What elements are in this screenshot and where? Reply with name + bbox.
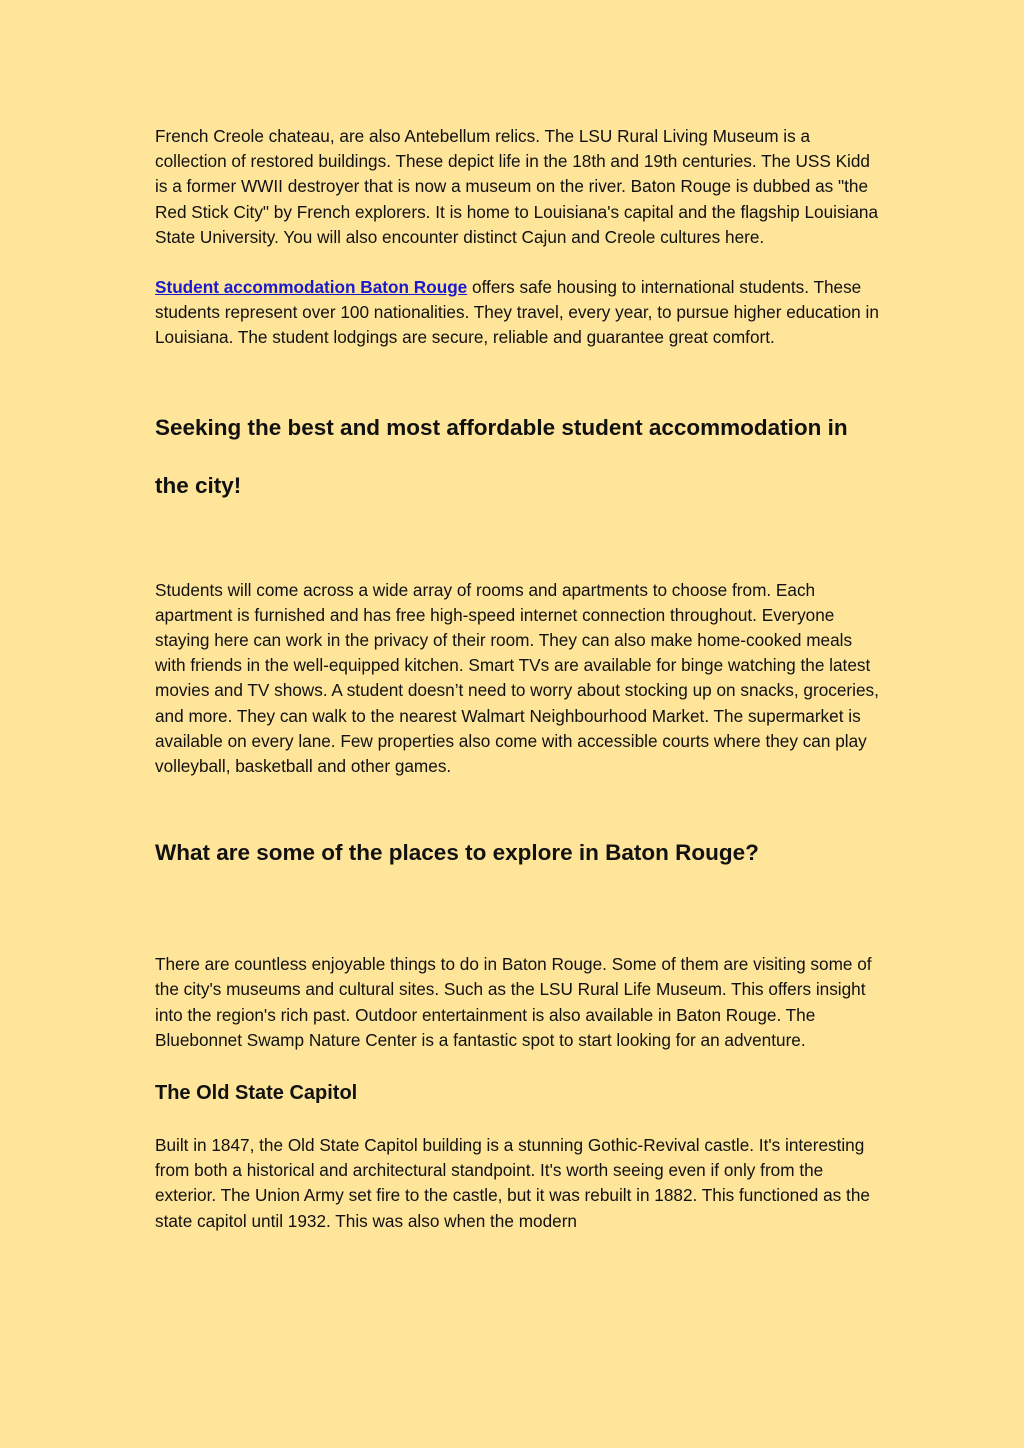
accommodation-paragraph-text: offers safe housing to international students. These students represent over 100 nationalities. They travel, every year, to pursue higher education in Louisiana. The student lodgings are secure, reliable and guarantee great comfort. xyxy=(155,277,879,348)
subheading-old-state-capitol: The Old State Capitol xyxy=(155,1082,358,1105)
accommodation-paragraph xyxy=(155,275,880,351)
places-paragraph: There are countless enjoyable things to do in Baton Rouge. Some of them are visiting some of the city's museums and cultural sites. Such as the LSU Rural Life Museum. This offers insight into the region's rich past. Outdoor entertainment is also available in Baton Rouge. The Bluebonnet Swamp Nature Center is a fantastic spot to start looking for an adventure. xyxy=(155,954,872,1050)
intro-paragraph: French Creole chateau, are also Antebellum relics. The LSU Rural Living Museum is a collection of restored buildings. These depict life in the 18th and 19th centuries. The USS Kidd is a former WWII destroyer that is now a museum on the river. Baton Rouge is dubbed as "the Red Stick City" by French explorers. It is home to Louisiana's capital and the flagship Louisiana State University. You will also encounter distinct Cajun and Creole cultures here. xyxy=(155,126,879,247)
heading-seeking-accommodation: Seeking the best and most affordable student accommodation in the city! xyxy=(155,414,848,498)
document-body xyxy=(155,124,880,1234)
capitol-paragraph: Built in 1847, the Old State Capitol building is a stunning Gothic-Revival castle. It's interesting from both a historical and architectural standpoint. It's worth seeing even if only from the exterior. The Union Army set fire to the castle, but it was rebuilt in 1882. This functioned as the state capitol until 1932. This was also when the modern xyxy=(155,1135,870,1231)
students-paragraph: Students will come across a wide array of rooms and apartments to choose from. Each apartment is furnished and has free high-speed internet connection throughout. Everyone staying here can work in the privacy of their room. They can also make home-cooked meals with friends in the well-equipped kitchen. Smart TVs are available for binge watching the latest movies and TV shows. A student doesn’t need to worry about stocking up on snacks, groceries, and more. They can walk to the nearest Walmart Neighbourhood Market. The supermarket is available on every lane. Few properties also come with accessible courts where they can play volleyball, basketball and other games. xyxy=(155,579,879,777)
heading-places-to-explore: What are some of the places to explore in Baton Rouge? xyxy=(155,840,759,866)
student-accommodation-link[interactable]: Student accommodation Baton Rouge xyxy=(155,277,468,298)
